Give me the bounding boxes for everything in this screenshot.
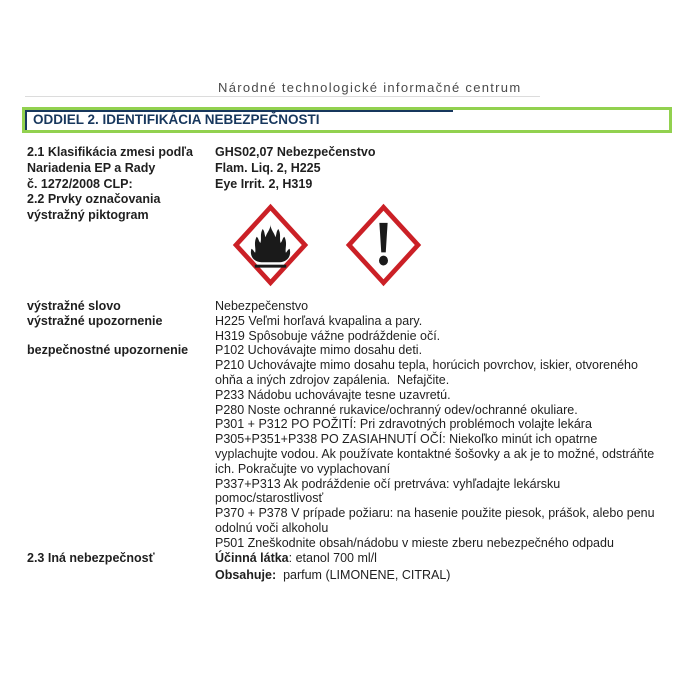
label-2-2-label-elements: 2.2 Prvky označovania [27,192,161,207]
precaution-line-p305: P305+P351+P338 PO ZASIAHNUTÍ OČÍ: Niekoľko minút ich opatrne [215,432,598,447]
cutoff-header-text-inner: Národné technologické informačné centrum [218,80,522,95]
label-clp: č. 1272/2008 CLP: [27,176,133,191]
label-regulation: Nariadenia EP a Rady [27,160,156,175]
hazard-line-h319: H319 Spôsobuje vážne podráždenie očí. [215,328,441,343]
precaution-line-p301-p312: P301 + P312 PO POŽITÍ: Pri zdravotných problémoch volajte lekára [215,417,592,432]
contains-label: Obsahuje: [215,568,277,582]
precaution-line-p370-p378: P370 + P378 V prípade požiaru: na hasenie použite piesok, prášok, alebo penu [215,506,655,521]
header-inner-navy-line-left [25,110,27,130]
section-title: ODDIEL 2. IDENTIFIKÁCIA NEBEZPEČNOSTI [33,112,320,127]
precaution-line-p280: P280 Noste ochranné rukavice/ochranný odev/ochranné okuliare. [215,402,578,417]
section-2-header-box [22,107,672,133]
label-hazard-pictogram: výstražný piktogram [27,208,149,222]
contains-line [215,568,450,582]
precaution-line-p337-cont: pomoc/starostlivosť [215,491,324,506]
ghs07-exclamation-icon [346,204,421,286]
precaution-line-p233: P233 Nádobu uchovávajte tesne uzavretú. [215,387,451,402]
ghs02-flame-icon [233,204,308,286]
precaution-line-p210: P210 Uchovávajte mimo dosahu tepla, horúcich povrchov, iskier, otvoreného [215,358,638,373]
cutoff-header-text [218,80,530,100]
signal-word-value: Nebezpečenstvo [215,299,309,313]
label-signal-word: výstražné slovo [27,299,121,313]
label-2-3-other-hazards: 2.3 Iná nebezpečnosť [27,550,155,565]
precaution-line-p501: P501 Zneškodnite obsah/nádobu v mieste zberu nebezpečného odpadu [215,535,614,550]
precaution-line-p305-cont1: vyplachujte vodou. Ak používate kontaktné šošovky a ak je to možné, odstráňte [215,447,655,461]
active-substance-label: Účinná látka [215,550,289,565]
precaution-line-p305-cont2: ich. Pokračujte vo vyplachovaní [215,461,391,476]
label-hazard-statements: výstražné upozornenie [27,313,163,328]
classification-flam-liq: Flam. Liq. 2, H225 [215,160,321,175]
classification-eye-irrit: Eye Irrit. 2, H319 [215,176,313,191]
label-precautionary-statements: bezpečnostné upozornenie [27,343,189,358]
label-2-1-classification: 2.1 Klasifikácia zmesi podľa [27,145,194,159]
contains-value: parfum (LIMONENE, CITRAL) [276,568,451,582]
classification-ghs-codes: GHS02,07 Nebezpečenstvo [215,145,376,159]
active-substance-line [215,551,377,565]
precaution-line-p370-cont: odolnú voči alkoholu [215,521,329,535]
precaution-line-p102: P102 Uchovávajte mimo dosahu deti. [215,343,423,358]
active-substance-value: : etanol 700 ml/l [288,550,377,565]
hazard-line-h225: H225 Veľmi horľavá kvapalina a pary. [215,313,423,328]
precaution-line-p337-p313: P337+P313 Ak podráždenie očí pretrváva: vyhľadajte lekársku [215,476,561,491]
precaution-line-p210-cont: ohňa a iných zdrojov zapálenia. Nefajčite. [215,373,450,387]
